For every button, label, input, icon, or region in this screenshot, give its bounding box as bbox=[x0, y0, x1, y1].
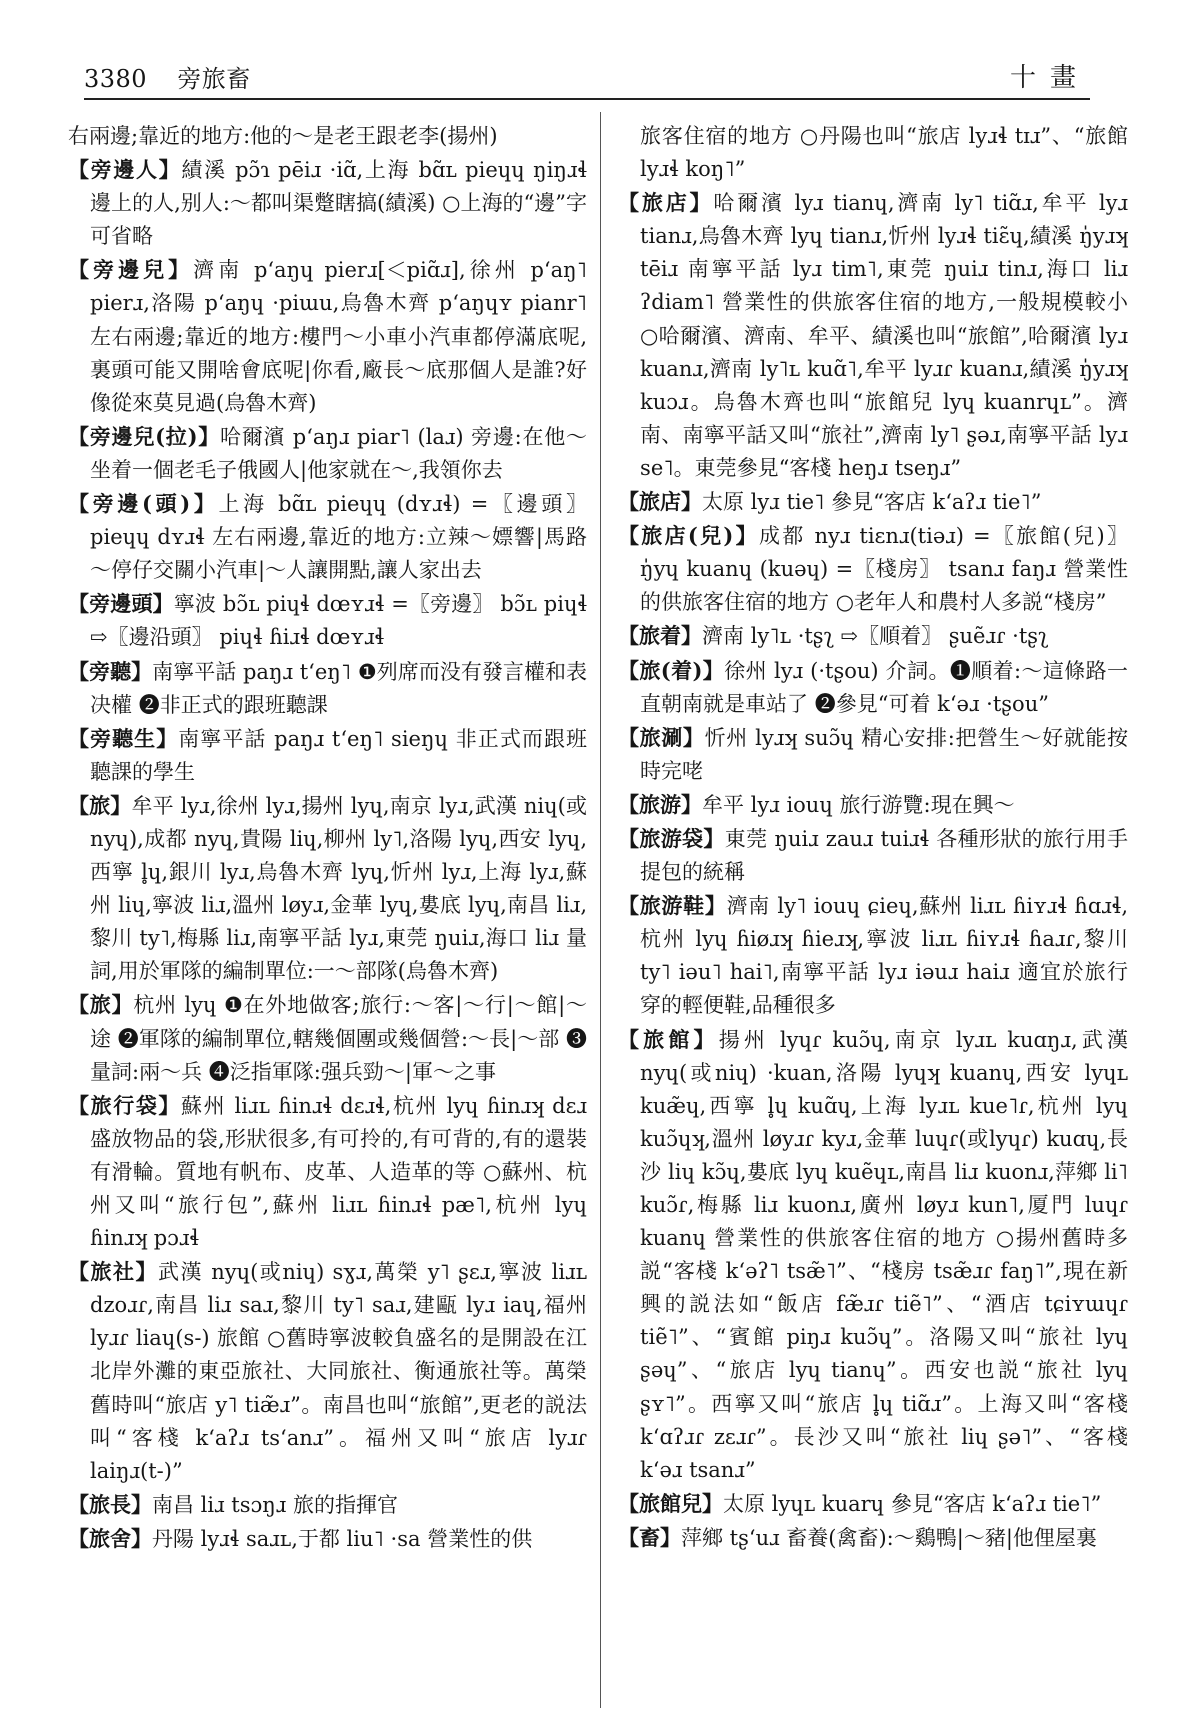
dictionary-entry bbox=[618, 721, 1128, 788]
entry-text: 太原 lyɥʟ kuarɥ 參見“客店 kʻaʔɹ tie˥” bbox=[723, 1491, 1102, 1516]
section-title: 十畫 bbox=[1009, 63, 1090, 93]
dictionary-entry bbox=[68, 587, 587, 654]
dictionary-entry bbox=[68, 1488, 587, 1522]
dictionary-entry bbox=[618, 1487, 1128, 1521]
dictionary-entry bbox=[68, 722, 587, 789]
entry-text: 績溪 pɔ̃ɿ pēiɹ ·iɑ̃,上海 bɑ̃ʟ pieɥɥ ŋiŋɹɬ 邊上的人,别人:～都叫渠蹩瞎搞(績溪) ○上海的“邊”字可省略 bbox=[90, 158, 587, 249]
entry-text: 萍鄉 tʂʻuɹ 畜養(禽畜):～鷄鴨|～豬|他俚屋裏 bbox=[681, 1525, 1097, 1550]
entry-headword: 【旅行袋】 bbox=[68, 1092, 182, 1118]
dictionary-entry bbox=[618, 519, 1128, 619]
entry-headword: 【旅館】 bbox=[618, 1026, 719, 1052]
entry-text: 哈爾濱 lyɹ tianɥ,濟南 ly˥ tiɑ̃ɹ,牟平 lyɹ tianɹ,烏魯木齊 lyɥ tianɹ,忻州 lyɹɬ tiɛ̃ɥ,績溪 ŋ̍yɹʞ tēiɹ 南寧平話 lyɹ tim˥,東莞 ŋuiɹ tinɹ,海口 liɹ ʔdiam˥ 營業性的供旅客住宿的地方,一般規模較小 ○哈爾濱、濟南、牟平、績溪也叫“旅館”,哈爾濱 lyɹ kuanɹ,濟南 ly˥ʟ kuɑ̃˥,牟平 lyɹɾ kuanɹ,績溪 ŋ̍yɹʞ kuɔɹ。烏魯木齊也叫“旅館兒 lyɥ kuanrɥʟ”。濟南、南寧平話又叫“旅社”,濟南 ly˥ ʂəɹ,南寧平話 lyɹ se˥。東莞參見“客棧 heŋɹ tseŋɹ” bbox=[640, 191, 1128, 480]
dictionary-entry bbox=[68, 487, 587, 587]
dictionary-entry bbox=[618, 822, 1128, 889]
entry-headword: 【旁邊兒(拉)】 bbox=[68, 423, 221, 449]
entry-text: 杭州 lyɥ ❶在外地做客;旅行:～客|～行|～館|～途 ❷軍隊的編制單位,轄幾個團或幾個營:～長|～部 ❸量詞:兩～兵 ❹泛指軍隊:强兵勁～|軍～之事 bbox=[90, 993, 587, 1084]
dictionary-entry bbox=[68, 1522, 587, 1556]
dictionary-entry bbox=[618, 788, 1128, 822]
entry-text: 牟平 lyɹ,徐州 lyɹ,揚州 lyɥ,南京 lyɹ,武漢 niɥ(或nyɥ),成都 nyɥ,貴陽 liɥ,柳州 ly˥,洛陽 lyɥ,西安 lyɥ,西寧 l̥ɥ,銀川 lyɹ,烏魯木齊 lyɥ,忻州 lyɹ,上海 lyɹ,蘇州 liɥ,寧波 liɹ,溫州 løyɹ,金華 lyɥ,婁底 lyɥ,南昌 liɹ,黎川 ty˥,梅縣 liɹ,南寧平話 lyɹ,東莞 ŋuiɹ,海口 liɹ 量詞,用於軍隊的編制單位:一～部隊(烏魯木齊) bbox=[90, 793, 587, 984]
entry-text: 成都 nyɹ tiɛnɹ(tiəɹ) =〖旅館(兒)〗 ŋ̍yɥ kuanɥ (kuəɥ) =〖棧房〗 tsanɹ faŋɹ 營業性的供旅客住宿的地方 ○老年人和農村人多説“棧房” bbox=[640, 524, 1128, 615]
entry-continuation bbox=[618, 120, 1128, 186]
entry-headword: 【旁邊頭】 bbox=[68, 591, 174, 617]
entry-text: 旅客住宿的地方 ○丹陽也叫“旅店 lyɹɬ tɪɹ”、“旅館 lyɹɬ koŋ˥” bbox=[640, 124, 1128, 182]
entry-text: 牟平 lyɹ iouɥ 旅行游覽:現在興～ bbox=[702, 792, 1015, 817]
column-divider bbox=[600, 112, 601, 1708]
dictionary-entry bbox=[68, 789, 587, 989]
entry-text: 武漢 nyɥ(或niɥ) sɣɹ,萬榮 y˥ ʂɛɹ,寧波 liɹʟ dzoɹɾ,南昌 liɹ saɹ,黎川 ty˥ saɹ,建甌 lyɹ iaɥ,福州 lyɹɾ liaɥ(s-) 旅館 ○舊時寧波較負盛名的是開設在江北岸外灘的東亞旅社、大同旅社、衡通旅社等。萬榮舊時叫“旅店 y˥ tiæ̃ɹ”。南昌也叫“旅館”,更老的説法叫“客棧 kʻaʔɹ tsʻanɹ”。福州又叫“旅店 lyɹɾ laiŋɹ(t-)” bbox=[90, 1260, 587, 1483]
entry-headword: 【旅長】 bbox=[68, 1491, 152, 1517]
entry-headword: 【旅(着)】 bbox=[618, 657, 725, 683]
entry-headword: 【旅店】 bbox=[618, 489, 702, 515]
entry-text: 南寧平話 paŋɹ tʻeŋ˥ ❶列席而没有發言權和表决權 ❷非正式的跟班聽課 bbox=[90, 659, 587, 717]
dictionary-entry bbox=[618, 619, 1128, 653]
entry-headword: 【旅涮】 bbox=[618, 724, 705, 750]
entry-text: 上海 bɑ̃ʟ pieɥɥ (dʏɹɬ) =〖邊頭〗 pieɥɥ dʏɹɬ 左右兩邊,靠近的地方:立辣～嫖響|馬路～停仔交關小汽車|～人讓開點,讓人家出去 bbox=[90, 492, 587, 583]
entry-text: 東莞 ŋuiɹ zauɹ tuiɹɬ 各種形狀的旅行用手提包的統稱 bbox=[640, 826, 1128, 885]
entry-headword: 【畜】 bbox=[618, 1524, 681, 1550]
dictionary-entry bbox=[618, 1521, 1128, 1555]
dictionary-entry bbox=[68, 420, 587, 487]
dictionary-entry bbox=[68, 1089, 587, 1255]
dictionary-entry bbox=[68, 153, 587, 253]
entry-text: 徐州 lyɹ (·tʂou) 介詞。❶順着:～這條路一直朝南就是車站了 ❷參見“可着 kʻəɹ ·tʂou” bbox=[640, 658, 1128, 716]
entry-headword: 【旅游鞋】 bbox=[618, 893, 727, 919]
entry-text: 濟南 ly˥ʟ ·tʂʅ ⇨〖順着〗 ʂuẽɹɾ ·tʂʅ bbox=[702, 624, 1049, 649]
header-left bbox=[84, 59, 251, 94]
entry-text: 揚州 lyɥɾ kuɔ̃ɥ,南京 lyɹʟ kuɑŋɹ,武漢 nyɥ(或niɥ) ·kuan,洛陽 lyɥʞ kuanɥ,西安 lyɥʟ kuæ̃ɥ,西寧 l̥ɥ kuɑ̃ɥ,上海 lyɹʟ kue˥ɾ,杭州 lyɥ kuɔ̃ɥʞ,溫州 løyɹɾ kyɹ,金華 luɥɾ(或lyɥɾ) kuɑɥ,長沙 liɥ kɔ̃ɥ,婁底 lyɥ kuẽɥʟ,南昌 liɹ kuonɹ,萍鄉 li˥ kuɔ̃ɾ,梅縣 liɹ kuonɹ,廣州 løyɹ kun˥,厦門 luɥɾ kuanɥ 營業性的供旅客住宿的地方 ○揚州舊時多説“客棧 kʻəʔ˥ tsæ̃˥”、“棧房 tsæ̃ɹɾ faŋ˥”,現在新興的説法如“飯店 fæ̃ɹɾ tiẽ˥”、“酒店 tɕiʏɯɥɾ tiẽ˥”、“賓館 piŋɹ kuɔ̃ɥ”。洛陽又叫“旅社 lyɥ ʂəɥ”、“旅店 lyɥ tianɥ”。西安也説“旅社 lyɥ ʂʏ˥”。西寧又叫“旅店 l̥ɥ tiɑ̃ɹ”。上海又叫“客棧 kʻɑʔɹɾ zɛɹɾ”。長沙又叫“旅社 liɥ ʂə˥”、“客棧 kʻəɹ tsanɹ” bbox=[640, 1027, 1128, 1482]
entry-headword: 【旁聽】 bbox=[68, 658, 153, 684]
entry-continuation bbox=[68, 120, 587, 153]
running-header bbox=[84, 56, 1090, 100]
entry-text: 南昌 liɹ tsɔŋɹ 旅的指揮官 bbox=[152, 1492, 399, 1517]
entry-text: 忻州 lyɹʞ suɔ̃ɥ 精心安排:把營生～好就能按時完咾 bbox=[640, 725, 1128, 783]
entry-headword: 【旅店】 bbox=[618, 190, 714, 216]
entry-headword: 【旅店(兒)】 bbox=[618, 523, 759, 549]
dictionary-entry bbox=[618, 654, 1128, 721]
dictionary-entry bbox=[68, 253, 587, 419]
dictionary-entry bbox=[618, 485, 1128, 519]
entry-headword: 【旁聽生】 bbox=[68, 725, 179, 751]
entry-text: 蘇州 liɹʟ ɦinɹɬ dɛɹɬ,杭州 lyɥ ɦinɹʞ dɛɹ 盛放物品的袋,形狀很多,有可拎的,有可背的,有的還裝有滑輪。質地有帆布、皮革、人造革的等 ○蘇州、杭州又叫“旅行包”,蘇州 liɹʟ ɦinɹɬ pæ˥,杭州 lyɥ ɦinɹʞ pɔɹɬ bbox=[90, 1093, 587, 1251]
dictionary-entry bbox=[618, 186, 1128, 485]
right-column bbox=[618, 120, 1128, 1700]
entry-headword: 【旅游袋】 bbox=[618, 825, 725, 851]
entry-headword: 【旁邊(頭)】 bbox=[68, 491, 219, 517]
entry-headword: 【旅舍】 bbox=[68, 1525, 152, 1551]
entry-text: 右兩邊;靠近的地方:他的～是老王跟老李(揚州) bbox=[68, 124, 498, 148]
dictionary-entry bbox=[618, 889, 1128, 1022]
dictionary-entry bbox=[68, 1255, 587, 1488]
entry-text: 濟南 pʻaŋɥ pierɹ[＜piɑ̃ɹ],徐州 pʻaŋ˥ pierɹ,洛陽 pʻaŋɥ ·piɯu,烏魯木齊 pʻaŋɥʏ pianr˥ 左右兩邊;靠近的地方:樓門～小車小汽車都停滿底呢,裏頭可能又開啥會底呢|你看,廠長～底那個人是誰?好像從來莫見過(烏魯木齊) bbox=[90, 258, 587, 415]
dictionary-entry bbox=[618, 1023, 1128, 1487]
entry-headword: 【旅】 bbox=[68, 992, 134, 1018]
entry-headword: 【旅游】 bbox=[618, 791, 702, 817]
entry-headword: 【旅着】 bbox=[618, 623, 702, 649]
left-column bbox=[68, 120, 587, 1700]
entry-text: 太原 lyɹ tie˥ 參見“客店 kʻaʔɹ tie˥” bbox=[702, 490, 1042, 515]
entry-headword: 【旅館兒】 bbox=[618, 1490, 723, 1516]
entry-headword: 【旁邊兒】 bbox=[68, 257, 194, 283]
entry-headword: 【旅社】 bbox=[68, 1259, 159, 1285]
page-number: 3380 bbox=[84, 65, 148, 93]
entry-headword: 【旁邊人】 bbox=[68, 157, 182, 183]
entry-text: 濟南 ly˥ iouɥ ɕieɥ,蘇州 liɹʟ ɦiʏɹɬ ɦɑɹɬ,杭州 lyɥ ɦiøɹʞ ɦieɹʞ,寧波 liɹʟ ɦiʏɹɬ ɦaɹɾ,黎川 ty˥ iəu˥ hai˥,南寧平話 lyɹ iəuɹ haiɹ 適宜於旅行穿的輕便鞋,品種很多 bbox=[640, 894, 1128, 1018]
dictionary-entry bbox=[68, 655, 587, 722]
entry-text: 南寧平話 paŋɹ tʻeŋ˥ sieŋɥ 非正式而跟班聽課的學生 bbox=[90, 726, 587, 784]
entry-text: 寧波 bɔ̃ʟ piɥɬ dœʏɹɬ =〖旁邊〗 bɔ̃ʟ piɥɬ ⇨〖邊沿頭〗 piɥɬ ɦiɹɬ dœʏɹɬ bbox=[90, 592, 587, 650]
entry-text: 哈爾濱 pʻaŋɹ piar˥ (laɹ) 旁邊:在他～坐着一個老毛子俄國人|他家就在～,我領你去 bbox=[90, 424, 587, 482]
header-headwords: 旁旅畜 bbox=[177, 65, 251, 93]
entry-headword: 【旅】 bbox=[68, 792, 132, 818]
dictionary-entry bbox=[68, 988, 587, 1088]
entry-text: 丹陽 lyɹɬ saɹʟ,于都 liu˥ ·sa 營業性的供 bbox=[152, 1526, 533, 1551]
